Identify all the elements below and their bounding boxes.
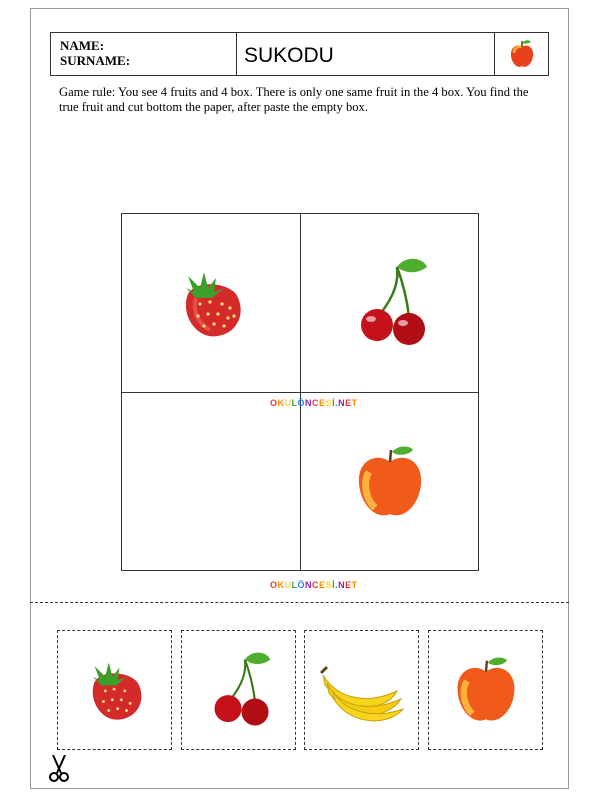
grid-cell-top-right [301,214,479,392]
name-label: NAME: [60,38,105,53]
watermark: OKULÖNCESİ.NET [270,580,358,590]
game-rule-text: Game rule: You see 4 fruits and 4 box. There is only one same fruit in the 4 box. You find the true fruit and cut bottom the paper, after paste the empty box. [59,85,529,114]
cutout-card-strawberry[interactable] [57,630,172,750]
surname-label: SURNAME: [60,53,131,68]
header-table [50,32,549,76]
page-title: SUKODU [237,33,495,75]
watermark: OKULÖNCESİ.NET [270,398,358,408]
banana-icon [317,655,407,725]
cherry-icon [345,253,435,353]
sudoku-grid [121,213,479,571]
apple-icon [454,653,518,727]
apple-logo-icon [495,33,548,75]
grid-cell-bottom-right [301,393,479,571]
cut-line [30,602,569,603]
cutout-card-cherry[interactable] [181,630,296,750]
strawberry-icon [75,650,155,730]
apple-icon [355,442,425,522]
grid-cell-top-left [122,214,300,392]
name-fields [51,33,237,75]
strawberry-icon [166,258,256,348]
cherry-icon [201,647,277,733]
cutout-card-banana[interactable] [304,630,419,750]
cutout-cards [57,630,543,750]
scissors-icon [47,755,71,788]
grid-cell-bottom-left [122,393,300,571]
cutout-card-apple[interactable] [428,630,543,750]
